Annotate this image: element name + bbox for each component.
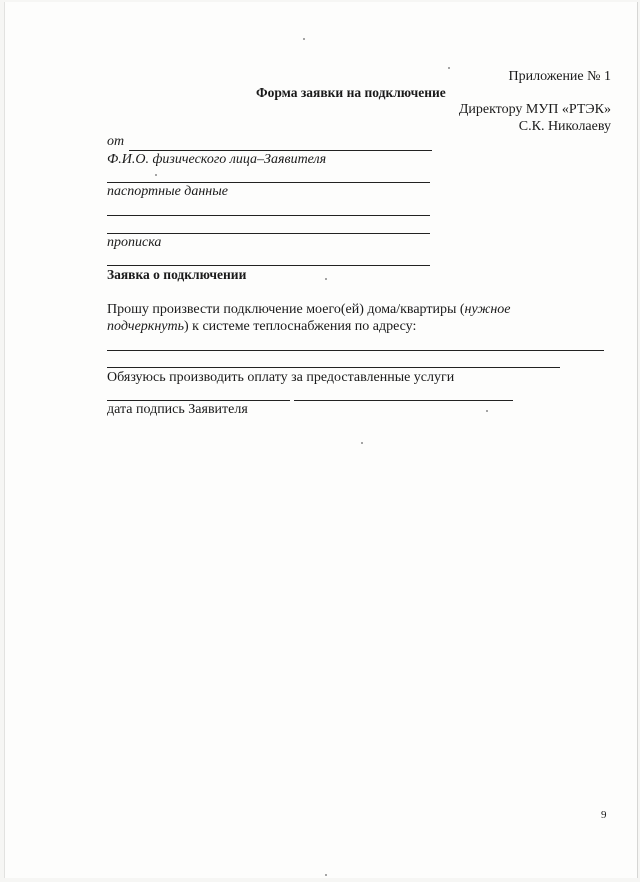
fio-line [107, 182, 430, 183]
passport-label: паспортные данные [107, 184, 228, 199]
scan-speck [325, 874, 327, 876]
signature-caption: дата подпись Заявителя [107, 402, 248, 417]
appendix-label: Приложение № 1 [508, 69, 611, 84]
request-italic-part-2: подчеркнуть [107, 319, 184, 334]
request-text-part-2: ) к системе теплоснабжения по адресу: [183, 319, 417, 334]
registration-label: прописка [107, 235, 162, 250]
fio-label: Ф.И.О. физического лица–Заявителя [107, 152, 327, 167]
addressee-line-1: Директору МУП «РТЭК» [458, 102, 611, 117]
passport-line-2 [107, 233, 430, 234]
from-line [129, 150, 432, 151]
scan-speck [486, 410, 488, 412]
addressee-line-2: С.К. Николаеву [518, 119, 611, 134]
scan-speck [325, 278, 327, 280]
request-italic-part-1: нужное [464, 302, 511, 317]
request-text-part-1: Прошу произвести подключение моего(ей) дома/квартиры ( [107, 302, 465, 317]
scan-speck [303, 38, 305, 40]
registration-line [107, 265, 430, 266]
application-heading: Заявка о подключении [107, 267, 247, 282]
passport-line-1 [107, 215, 430, 216]
signature-line [294, 400, 513, 401]
request-text-line-1 [107, 303, 511, 317]
date-line [107, 400, 290, 401]
scan-speck [361, 442, 363, 444]
request-text-line-2 [107, 320, 416, 334]
scan-speck [448, 67, 450, 69]
page-number: 9 [601, 809, 607, 821]
address-line-2 [107, 367, 560, 368]
address-line-1 [107, 350, 604, 351]
from-label: от [107, 134, 125, 149]
document-page [4, 2, 638, 878]
scan-speck [155, 174, 157, 176]
form-title: Форма заявки на подключение [256, 85, 446, 100]
obligation-text: Обязуюсь производить оплату за предоставленные услуги [107, 370, 455, 385]
